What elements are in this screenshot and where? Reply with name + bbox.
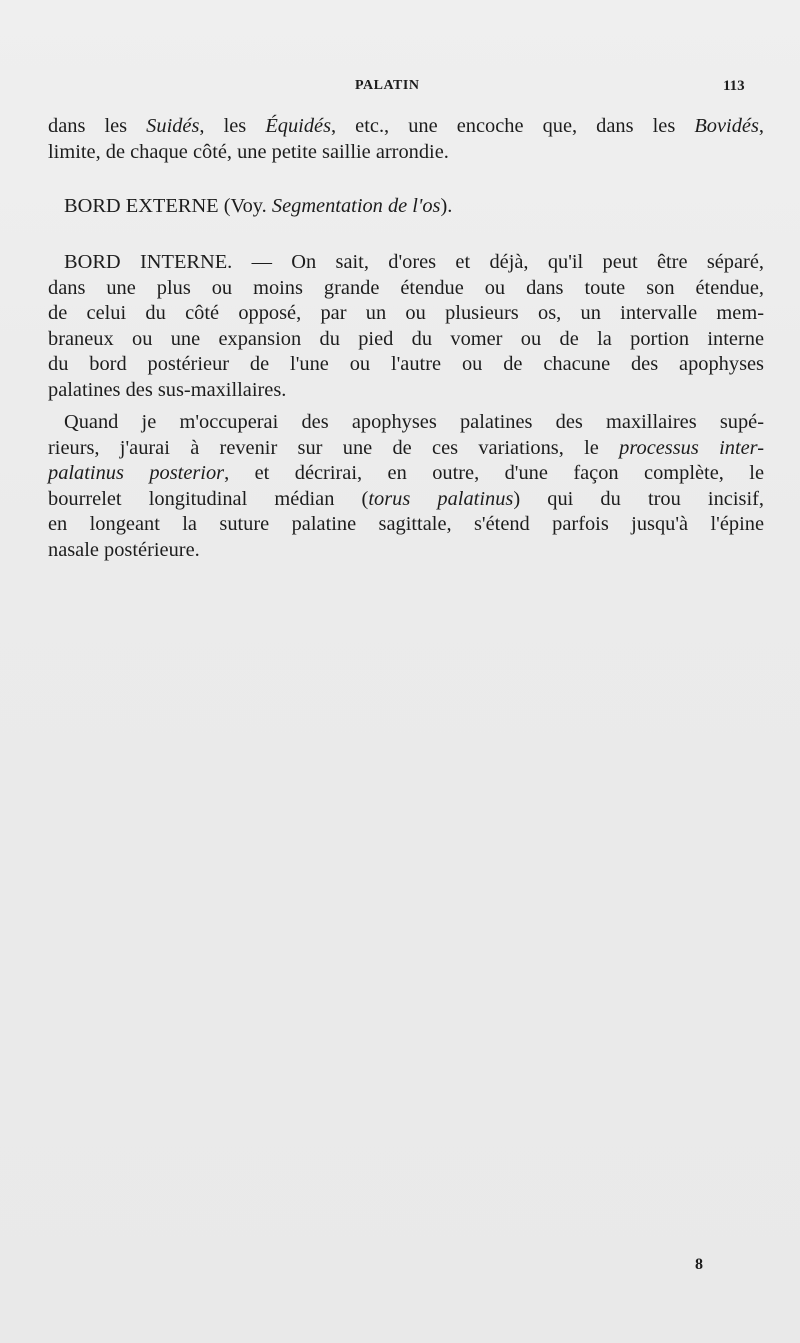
text-line: limite, de chaque côté, une petite saillie arrondie.	[48, 140, 449, 163]
page-number: 113	[723, 78, 745, 94]
paragraph-bord-interne	[48, 250, 764, 404]
text-line: en longeant la suture palatine sagittale, s'étend parfois jusqu'à l'épine	[48, 513, 764, 536]
text-line: rieurs, j'aurai à revenir sur une de ces variations, le processus inter-	[48, 436, 764, 459]
text-line: nasale postérieure.	[48, 538, 200, 561]
text-line: BORD INTERNE. — On sait, d'ores et déjà, qu'il peut être séparé,	[64, 251, 764, 273]
text-line: BORD EXTERNE (Voy. Segmentation de l'os).	[64, 195, 453, 217]
text-line: Quand je m'occuperai des apophyses palatines des maxillaires supé-	[64, 411, 764, 433]
paragraph-1	[48, 114, 764, 165]
text-line: dans les Suidés, les Équidés, etc., une encoche que, dans les Bovidés,	[48, 115, 764, 137]
text-line: braneux ou une expansion du pied du vomer ou de la portion interne	[48, 327, 764, 350]
signature-mark: 8	[695, 1256, 703, 1273]
text-line: dans une plus ou moins grande étendue ou dans toute son étendue,	[48, 276, 764, 299]
running-title: PALATIN	[355, 78, 420, 93]
paragraph-quand	[48, 410, 764, 564]
text-line: palatines des sus-maxillaires.	[48, 378, 287, 401]
text-line: bourrelet longitudinal médian (torus palatinus) qui du trou incisif,	[48, 487, 764, 510]
text-line: du bord postérieur de l'une ou l'autre ou de chacune des apophyses	[48, 353, 764, 376]
text-line: de celui du côté opposé, par un ou plusieurs os, un intervalle mem-	[48, 302, 764, 325]
text-line: palatinus posterior, et décrirai, en outre, d'une façon complète, le	[48, 462, 765, 485]
paragraph-bord-externe	[64, 194, 780, 220]
